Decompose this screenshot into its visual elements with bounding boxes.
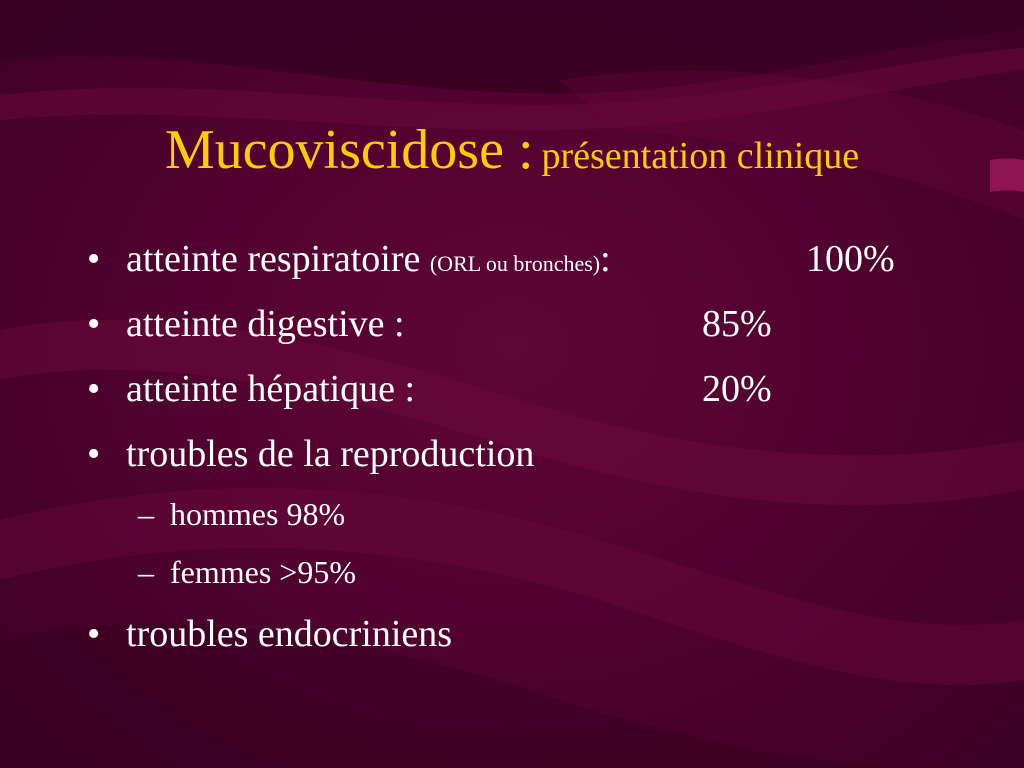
bullet-marker: •	[87, 368, 101, 410]
bullet-label-text: atteinte respiratoire	[126, 238, 421, 280]
sub-bullet-marker: –	[138, 554, 154, 590]
bullet-marker: •	[87, 238, 101, 280]
sub-bullet-label: hommes 98%	[170, 496, 346, 532]
bullet-value: 85%	[702, 303, 772, 345]
bullet-marker: •	[87, 613, 101, 655]
bullet-label: troubles de la reproduction	[126, 433, 535, 475]
sub-bullet-label: femmes >95%	[170, 554, 356, 590]
wave-left-middle	[0, 320, 1024, 505]
bullet-label	[126, 240, 611, 278]
sub-bullet-marker: –	[138, 496, 154, 532]
slide-title	[0, 119, 1024, 181]
title-main: Mucoviscidose :	[164, 119, 534, 181]
bullet-value: 100%	[806, 238, 895, 280]
bullet-label: atteinte digestive :	[126, 303, 405, 345]
bullet-note: (ORL ou bronches)	[429, 251, 601, 276]
bullet-marker: •	[87, 433, 101, 475]
title-subtitle: présentation clinique	[541, 135, 860, 177]
bullet-label: atteinte hépatique :	[126, 368, 416, 410]
bullet-label: troubles endocriniens	[126, 613, 453, 655]
bullet-value: 20%	[702, 368, 772, 410]
bullet-marker: •	[87, 303, 101, 345]
bullet-suffix: :	[600, 238, 611, 280]
